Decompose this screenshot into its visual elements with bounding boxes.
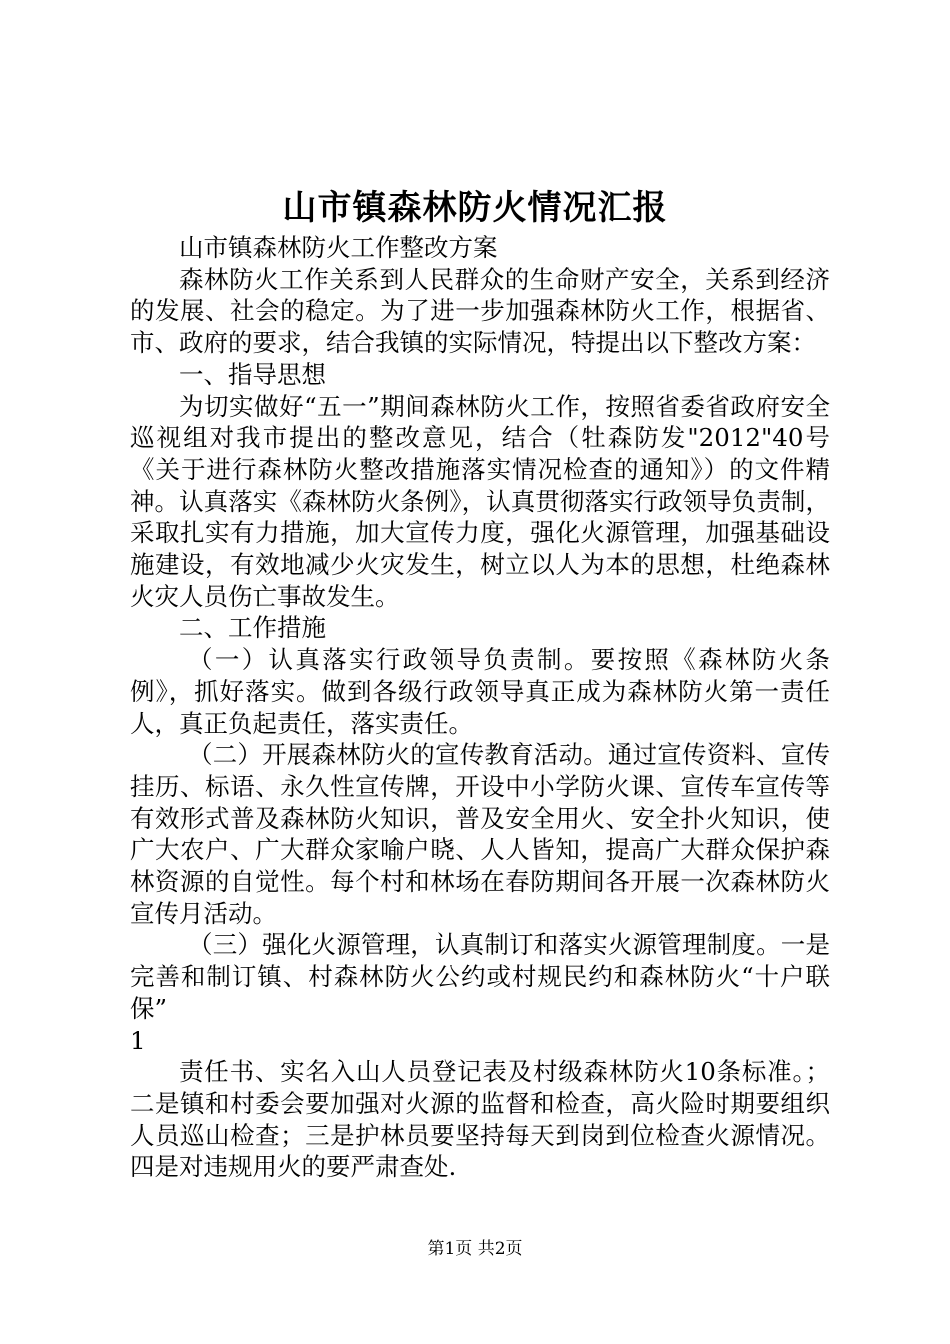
body-subtitle: 山市镇森林防火工作整改方案: [179, 233, 498, 262]
inline-page-number: 1: [130, 1025, 146, 1055]
document-body: [130, 232, 830, 1183]
body-paragraph-measure-2: （二）开展森林防火的宣传教育活动。通过宣传资料、宣传挂历、标语、永久性宣传牌，开设中小学防火课、宣传车宣传等有效形式普及森林防火知识，普及安全用火、安全扑火知识，使广大农户、广大群众家喻户晓、人人皆知，提高广大群众保护森林资源的自觉性。每个村和林场在春防期间各开展一次森林防火宣传月活动。: [130, 740, 830, 928]
body-paragraph-measure-3: （三）强化火源管理，认真制订和落实火源管理制度。一是完善和制订镇、村森林防火公约或村规民约和森林防火“十户联保”: [130, 930, 830, 1023]
section-heading-work-measures: 二、工作措施: [179, 613, 326, 643]
document-title: 山市镇森林防火情况汇报: [282, 188, 668, 228]
page-footer: 第1页 共2页: [427, 1239, 523, 1259]
section-heading-guiding-ideology: 一、指导思想: [179, 359, 326, 389]
body-paragraph-intro: 森林防火工作关系到人民群众的生命财产安全，关系到经济的发展、社会的稳定。为了进一步加强森林防火工作，根据省、市、政府的要求，结合我镇的实际情况，特提出以下整改方案：: [130, 264, 830, 358]
body-paragraph-guiding-ideology: 为切实做好“五一”期间森林防火工作，按照省委省政府安全巡视组对我市提出的整改意见，结合（牡森防发"2012"40号《关于进行森林防火整改措施落实情况检查的通知》）的文件精神。认真落实《森林防火条例》，认真贯彻落实行政领导负责制，采取扎实有力措施，加大宣传力度，强化火源管理，加强基础设施建设，有效地减少火灾发生，树立以人为本的思想，杜绝森林火灾人员伤亡事故发生。: [130, 391, 830, 611]
body-paragraph-measure-3-continued: 责任书、实名入山人员登记表及村级森林防火10条标准。；二是镇和村委会要加强对火源的监督和检查，高火险时期要组织人员巡山检查；三是护林员要坚持每天到岗到位检查火源情况。四是对违规用火的要严肃查处.: [130, 1057, 830, 1182]
body-paragraph-measure-1: （一）认真落实行政领导负责制。要按照《森林防火条例》，抓好落实。做到各级行政领导真正成为森林防火第一责任人，真正负起责任，落实责任。: [130, 645, 830, 738]
